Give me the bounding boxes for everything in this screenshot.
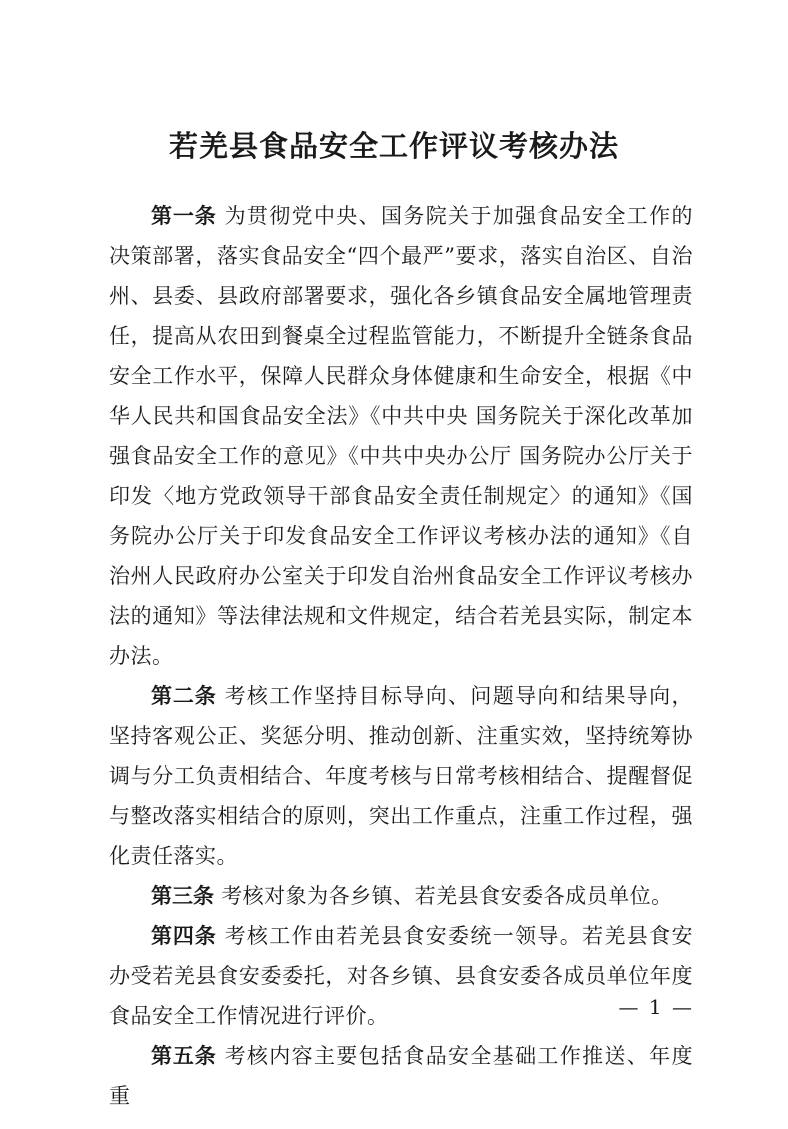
article-4-label: 第四条: [151, 924, 217, 948]
page-number: — 1 —: [618, 995, 694, 1019]
document-body: [109, 196, 693, 1116]
article-5-label: 第五条: [151, 1044, 217, 1068]
article-4: [109, 916, 693, 1036]
article-5: [109, 1036, 693, 1116]
article-5-text: 考核内容主要包括食品安全基础工作推送、年度重: [109, 1044, 694, 1108]
document-title: 若羌县食品安全工作评议考核办法: [168, 129, 619, 163]
article-2-label: 第二条: [151, 684, 217, 708]
article-3: [109, 876, 693, 916]
article-3-text: 考核对象为各乡镇、若羌县食安委各成员单位。: [221, 884, 673, 908]
article-2-text: 考核工作坚持目标导向、问题导向和结果导向，坚持客观公正、奖惩分明、推动创新、注重实效，坚持统筹协调与分工负责相结合、年度考核与日常考核相结合、提醒督促与整改落实相结合的原则，突出工作重点，注重工作过程，强化责任落实。: [109, 684, 694, 868]
article-1: [109, 196, 693, 676]
article-3-label: 第三条: [151, 884, 214, 908]
article-1-label: 第一条: [151, 204, 217, 228]
article-4-text: 考核工作由若羌县食安委统一领导。若羌县食安办受若羌县食安委委托，对各乡镇、县食安委各成员单位年度食品安全工作情况进行评价。: [109, 924, 694, 1028]
article-2: [109, 676, 693, 876]
article-1-text: 为贯彻党中央、国务院关于加强食品安全工作的决策部署，落实食品安全“四个最严”要求，落实自治区、自治州、县委、县政府部署要求，强化各乡镇食品安全属地管理责任，提高从农田到餐桌全过程监管能力，不断提升全链条食品安全工作水平，保障人民群众身体健康和生命安全，根据《中华人民共和国食品安全法》《中共中央 国务院关于深化改革加强食品安全工作的意见》《中共中央办公厅 国务院办公厅关于印发〈地方党政领导干部食品安全责任制规定〉的通知》《国务院办公厅关于印发食品安全工作评议考核办法的通知》《自治州人民政府办公室关于印发自治州食品安全工作评议考核办法的通知》等法律法规和文件规定，结合若羌县实际，制定本办法。: [109, 204, 694, 668]
